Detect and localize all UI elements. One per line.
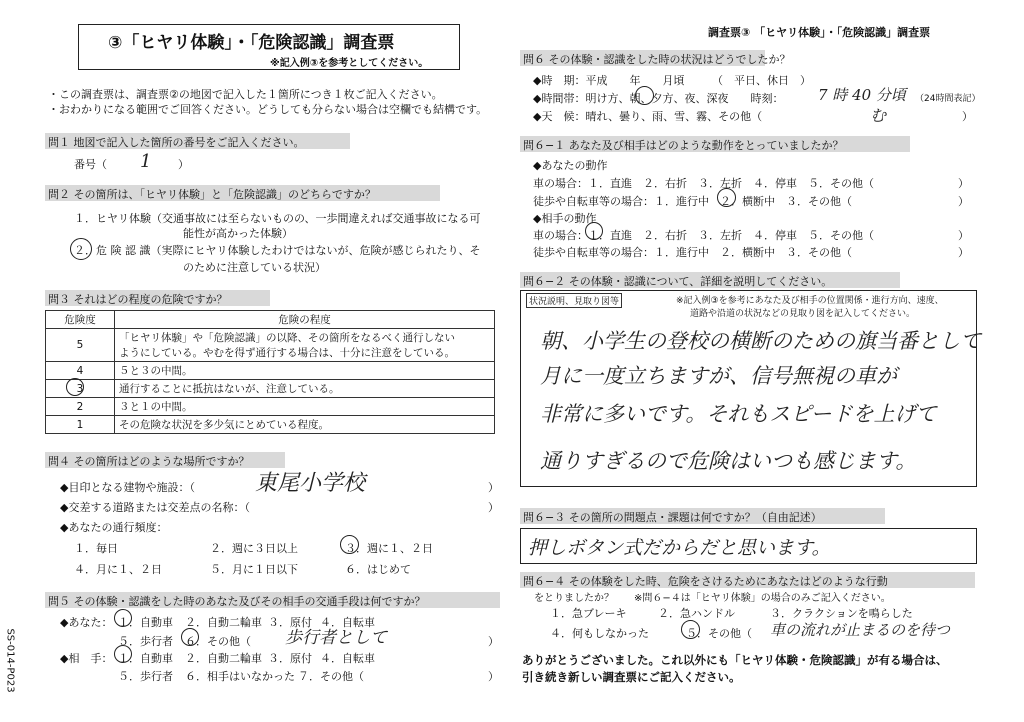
risk-level-selected: 3 [46, 380, 115, 398]
q5-you-opt-1[interactable]: １．自動車 [118, 616, 173, 629]
freq-opt-1[interactable]: １．毎日 [74, 542, 118, 555]
q61-car-close: ） [958, 177, 969, 190]
q61-car2[interactable]: 車の場合：１．直進 ２．右折 ３．左折 ４．停車 ５．その他（ [533, 229, 874, 242]
q2-option-2-cont: のために注意している状況） [183, 261, 326, 274]
q3-label: 問３ それはどの程度の危険ですか？ [48, 293, 228, 306]
q5-them-opt-1[interactable]: １．自動車 [118, 652, 173, 665]
page-title: ③「ヒヤリ体験」・「危険認識」調査票 [108, 33, 395, 53]
header-right-label: 調査票③ 「ヒヤリ体験」・「危険認識」調査票 [708, 26, 931, 39]
q62-answer-line-4: 通りすぎるので危険はいつも感じます。 [540, 449, 917, 473]
q2-label: 問２ その箇所は、「ヒヤリ体験」と「危険認識」のどちらですか？ [48, 188, 376, 201]
q5-you-other-answer[interactable]: 歩行者として [285, 628, 387, 648]
freq-opt-3[interactable]: ３．週に１、２日 [345, 542, 433, 555]
risk-table [45, 310, 495, 434]
q63-label: 問６−３ その箇所の問題点・課題は何ですか？（自由記述） [523, 511, 822, 524]
q6-label: 問６ その体験・認識をした時の状況はどうでしたか？ [523, 53, 791, 66]
q6-weather-close: ） [962, 110, 973, 123]
q6-time-circle [635, 86, 654, 105]
q5-them-opt-2[interactable]: ２．自動二輪車 [185, 652, 262, 665]
q64-opt-3[interactable]: ３．クラクションを鳴らした [770, 607, 913, 620]
q63-answer: 押しボタン式だからだと思います。 [528, 537, 831, 559]
q5-you-label: ◆あなた： [60, 616, 113, 629]
q62-answer-line-2: 月に一度立ちますが、信号無視の車が [540, 364, 897, 388]
table-row[interactable] [46, 362, 495, 380]
q61-walk[interactable]: 徒歩や自転車等の場合：１．進行中 ２．横断中 ３．その他（ [533, 195, 852, 208]
q6-time-note: （24時間表記） [915, 94, 981, 104]
q61-walk2-close: ） [958, 246, 969, 259]
intro-line-1: ・この調査票は、調査票②の地図で記入した１箇所につき１枚ご記入ください。 [48, 88, 443, 101]
q5-you-opt-5[interactable]: ５．歩行者 [118, 635, 173, 648]
table-row[interactable] [46, 380, 495, 398]
risk-level: 2 [46, 398, 115, 416]
q61-car2-circle [585, 222, 603, 240]
q5-them-opt-5[interactable]: ５．歩行者 [118, 670, 173, 683]
q5-them-opt-7[interactable]: ７．その他（ [298, 670, 364, 683]
q5-them-opt-3[interactable]: ３．原付 [268, 652, 312, 665]
q4-landmark-label: ◆目印となる建物や施設：（ [60, 481, 195, 494]
risk-desc: その危険な状況を多少気にとめている程度。 [115, 416, 495, 434]
side-code: SS-014-P023 [4, 628, 16, 693]
q1-label: 問１ 地図で記入した箇所の番号をご記入ください。 [48, 136, 305, 149]
q1-field: 番号（ [74, 158, 107, 171]
table-row [46, 311, 495, 329]
q5-them-label: ◆相 手： [60, 652, 113, 665]
q64-label-2: をとりましたか？ ※問６−４は「ヒヤリ体験」の場合のみご記入ください。 [534, 593, 891, 604]
q64-opt-1[interactable]: １．急ブレーキ [550, 607, 627, 620]
risk-desc: ５と３の中間。 [115, 362, 495, 380]
q64-opt-4[interactable]: ４．何もしなかった [550, 627, 649, 640]
freq-opt-5[interactable]: ５．月に１日以下 [210, 563, 298, 576]
q5-you-opt-2[interactable]: ２．自動二輪車 [185, 616, 262, 629]
q62-box-label: 状況説明、見取り図等 [526, 293, 622, 308]
q6-time[interactable]: ◆時間帯：明け方、朝、夕方、夜、深夜 時刻： [533, 92, 784, 105]
table-row[interactable] [46, 416, 495, 434]
q3-selected-circle [66, 378, 84, 396]
q64-opt-2[interactable]: ２．急ハンドル [658, 607, 735, 620]
risk-level: 4 [46, 362, 115, 380]
q61-you: ◆あなたの動作 [533, 159, 608, 172]
q62-answer-line-3: 非常に多いです。それもスピードを上げて [540, 402, 937, 426]
q4-intersection-label: ◆交差する道路または交差点の名称：（ [60, 501, 250, 514]
intro-line-2: ・おわかりになる範囲でご回答ください。どうしても分らない場合は空欄でも結構です。 [48, 103, 488, 116]
q6-time-answer[interactable]: 7 時 40 分頃 [818, 86, 906, 104]
table-row[interactable] [46, 398, 495, 416]
q6-weather[interactable]: ◆天 候：晴れ、曇り、雨、雪、霧、その他（ [533, 110, 763, 123]
footer-line-1: ありがとうございました。これ以外にも「ヒヤリ体験・危険認識」が有る場合は、 [522, 653, 948, 667]
risk-level: 1 [46, 416, 115, 434]
risk-head-desc: 危険の程度 [115, 311, 495, 329]
q64-selected-circle [681, 620, 700, 639]
freq-opt-4[interactable]: ４．月に１、２日 [74, 563, 162, 576]
q62-note-2: 道路や沿道の状況などの見取り図を記入してください。 [690, 309, 916, 319]
q61-walk2[interactable]: 徒歩や自転車等の場合：１．進行中 ２．横断中 ３．その他（ [533, 246, 852, 259]
q5-them-opt-4[interactable]: ４．自転車 [320, 652, 375, 665]
q5-you-opt-6[interactable]: ６．その他（ [185, 635, 251, 648]
q5-you-other-circle [181, 628, 199, 646]
q61-label: 問６−１ あなた及び相手はどのような動作をとっていましたか？ [523, 139, 844, 152]
q61-walk-circle [717, 188, 736, 207]
q64-answer[interactable]: 車の流れが止まるのを待つ [770, 621, 951, 639]
q2-option-2[interactable]: ２．危 険 認 識（実際にヒヤリ体験したわけではないが、危険が感じられたり、そ [74, 244, 481, 257]
footer-line-2: 引き続き新しい調査票にご記入ください。 [522, 670, 741, 684]
q64-label: 問６−４ その体験をした時、危険をさけるためにあなたはどのような行動 [523, 575, 888, 588]
q6-weather-answer[interactable]: む [870, 106, 887, 125]
q2-option-1-cont: 能性が高かった体験） [183, 227, 293, 240]
q5-them-close: ） [488, 670, 499, 683]
risk-desc: 通行することに抵抗はないが、注意している。 [115, 380, 495, 398]
q62-answer-line-1: 朝、小学生の登校の横断のための旗当番として [540, 329, 981, 353]
q62-note: ※記入例③を参考にあなた及び相手の位置関係・進行方向、速度、 [676, 296, 944, 306]
freq-opt-2[interactable]: ２．週に３日以上 [210, 542, 298, 555]
risk-level: 5 [46, 329, 115, 362]
q4-close-2: ） [488, 501, 499, 514]
risk-desc: 「ヒヤリ体験」や「危険認識」の以降、その箇所をなるべく通行しない ようにしている。やむを得ず通行する場合は、十分に注意をしている。 [115, 329, 495, 362]
q5-them-opt-6[interactable]: ６．相手はいなかった [185, 670, 295, 683]
q4-close-1: ） [488, 481, 499, 494]
freq-opt-6[interactable]: ６．はじめて [345, 563, 411, 576]
risk-desc: ３と１の中間。 [115, 398, 495, 416]
q61-car[interactable]: 車の場合：１．直進 ２．右折 ３．左折 ４．停車 ５．その他（ [533, 177, 874, 190]
q5-you-opt-3[interactable]: ３．原付 [268, 616, 312, 629]
risk-head-level: 危険度 [46, 311, 115, 329]
q62-label: 問６−２ その体験・認識について、詳細を説明してください。 [523, 275, 833, 288]
page-subtitle: ※記入例③を参考としてください。 [270, 58, 429, 69]
q6-period[interactable]: ◆時 期：平成 年 月頃 （ 平日、休日 ） [533, 74, 811, 87]
q1-answer[interactable]: 1 [140, 151, 152, 172]
q4-frequency-label: ◆あなたの通行頻度： [60, 521, 168, 534]
q5-them-circle [114, 645, 132, 663]
q2-selected-circle [70, 238, 92, 260]
table-row[interactable] [46, 329, 495, 362]
q5-you-circle [114, 609, 132, 627]
q4-landmark-answer[interactable]: 東尾小学校 [255, 471, 366, 496]
q61-car2-close: ） [958, 229, 969, 242]
q4-label: 問４ その箇所はどのような場所ですか？ [48, 455, 250, 468]
q5-you-opt-4[interactable]: ４．自転車 [320, 616, 375, 629]
q1-close: ） [178, 158, 189, 171]
q2-option-1[interactable]: １．ヒヤリ体験（交通事故には至らないものの、一歩間違えれば交通事故になる可 [74, 212, 481, 225]
q61-them: ◆相手の動作 [533, 212, 597, 225]
q4-selected-circle [340, 535, 359, 554]
q61-walk-close: ） [958, 195, 969, 208]
q5-label: 問５ その体験・認識をした時のあなた及びその相手の交通手段は何ですか？ [48, 595, 426, 608]
q5-you-close: ） [488, 635, 499, 648]
q64-opt-5[interactable]: ５．その他（ [686, 627, 752, 640]
